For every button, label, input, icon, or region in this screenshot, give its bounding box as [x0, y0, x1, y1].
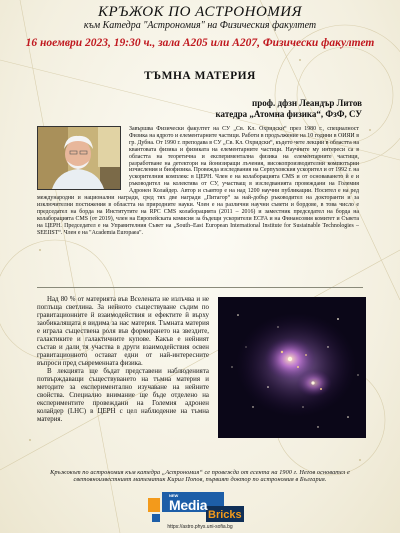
lecture-title: ТЪМНА МАТЕРИЯ [144, 70, 256, 82]
abstract-paragraph: Над 80 % от материята във Вселената не излъчва и не поглъща светлина. За нейното съществуване съдим по гравитационните й взаимодействия и ефектите й върху заобикалящата я видима за нас материя. Тъмната материя е играла съществена роля във формирането на звездите, галактиките и галактичните купове. Какъв е нейният състав и дали тя участва в други взаимодействия освен гравитационното остават едни от най-интересните въпроси пред съвременната физика. [37, 296, 209, 367]
speaker-photo [37, 126, 121, 190]
speaker-block [216, 98, 363, 120]
lecture-abstract [37, 296, 209, 424]
logo-tagline: NEW [169, 493, 179, 498]
galaxy-cluster-image [218, 297, 366, 438]
abstract-paragraph: В лекцията ще бъдат представени наблюденията потвърждаващи съществуването на тъмна материя и методите за експериментално изучаване на нейните свойства. Специално внимание ще бъде отделено на експериментите провеждани на Големия адронен колайдер (LHC) в ЦЕРН с цел наблюдение на тъмна материя. [37, 368, 209, 423]
logo-word-bricks: Bricks [208, 509, 242, 521]
event-date-location: 16 ноември 2023, 19:30 ч., зала А205 или А207, Физически факултет [25, 37, 375, 49]
club-history-note: Кръжокът по астрономия към катедра „Астрономия“ се провежда от есента на 1900 г. Негов основател е световноизвестният математик Кирил Попов, първият доктор по астрономия в България. [50, 469, 350, 484]
section-divider [37, 287, 363, 288]
speaker-affiliation: катедра „Атомна физика“, ФзФ, СУ [215, 109, 362, 119]
logo-word-media: Media [169, 497, 208, 513]
poster-header [0, 4, 400, 50]
website-url[interactable]: https://astro.phys.uni-sofia.bg [167, 524, 233, 530]
club-title: КРЪЖОК ПО АСТРОНОМИЯ [98, 4, 302, 20]
speaker-name: проф. дфзн Леандър Литов [252, 98, 362, 108]
bio-text: Завършва Физически факултет на СУ „Св. Кл. Охридски“ през 1980 г., специалност Физика на ядрото и елементарните частици. Работи в продължение на 10 години в ОИЯИ в гр. Дубна. От 1990 г. преподава в СУ „Св. Кл. Охридски“, където чете лекции в областта на квантовата физика и физиката на елементарните частици. Научните му интереси са в областта на теоретична и експериментална физика на елементарните частици, разработване на детектори на йонизиращи лъчения, високопроизводителни компютърни изчисления и биофизика. Провежда изследвания на Серпуховския ускорител и от 1992 г. на ускорителния комплекс в ЦЕРН. Член е на колаборацията CMS и от основаването й е и ръководител на колектива от СУ, участващ в изследванията провеждани на Големия Адронен Колайдер. Автор и съавтор е на над 1200 научни публикации. Носител е на ред международни и национални награди, сред тях две награди „Питагор“ за най-добър ръководител на докторанти и за изключителни постижения в областта на природните науки. Член е на различни научни съвети и бордове, в това число е председател на борда на Институтите на RPC CMS колаборацията (2011 – 2016) и заместник председател на борда на колаборацията CMS (от 2019), член на Европейската комисия за бъдещи ускорители ECFA и на Финансовия комитет и Съвета на ЦЕРН. Председател е на Управителния Съвет на „South–East European International Institute for Sustainable Technologies – SEEIIST“. Член е на "Academia Europaea". [37, 126, 359, 236]
department-subtitle: към Катедра "Астрономия" на Физическия факултет [83, 20, 317, 31]
